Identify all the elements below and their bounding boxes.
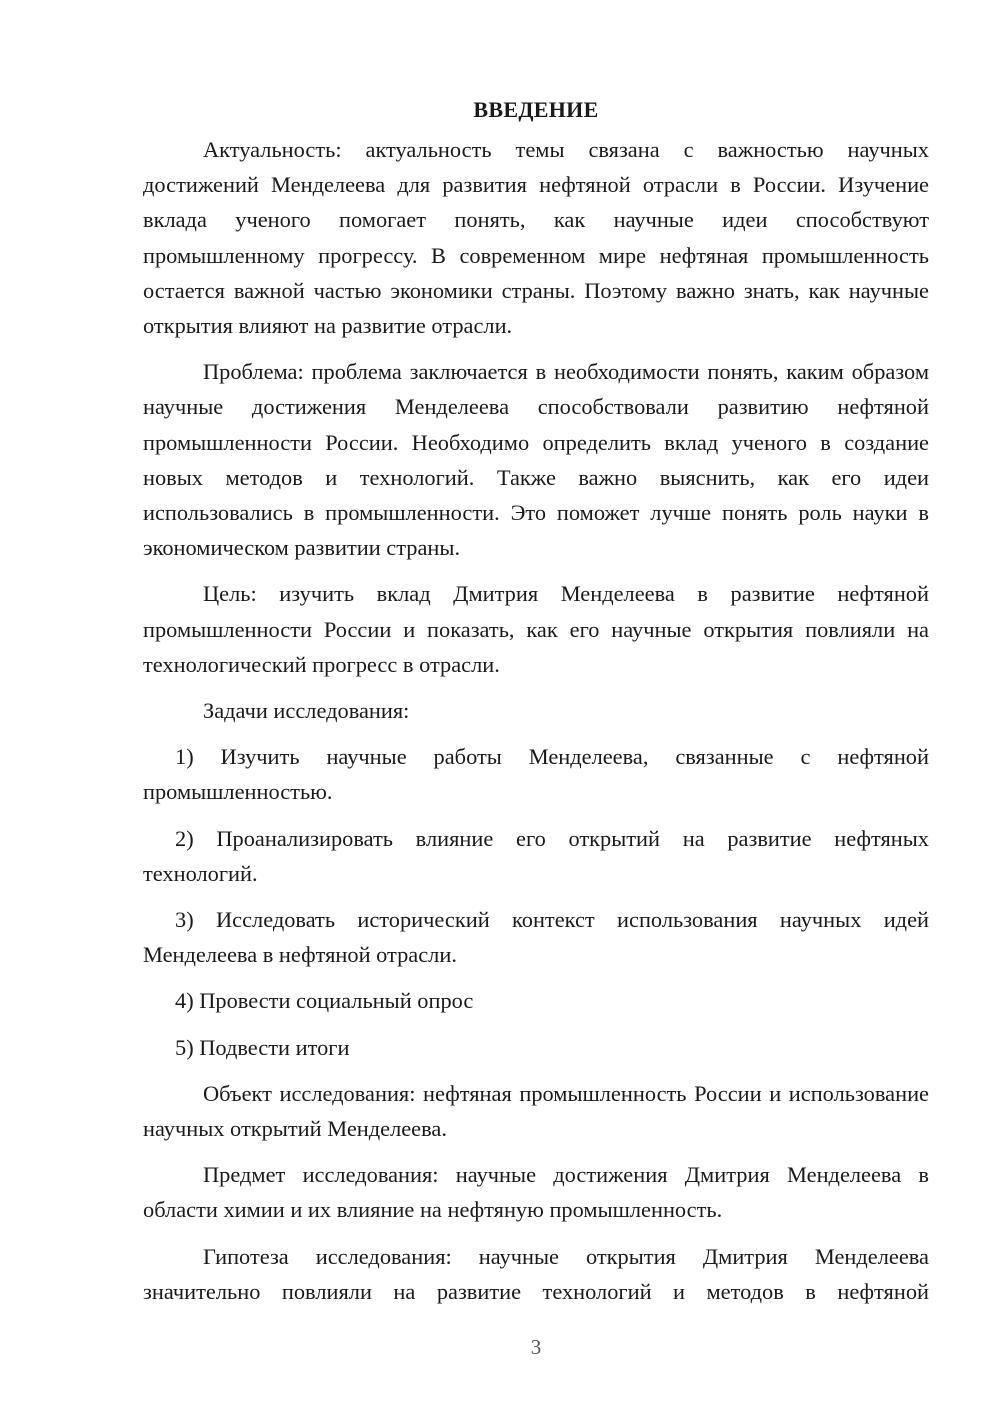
paragraph-tasks-heading: Задачи исследования: (203, 698, 410, 724)
paragraph-hypothesis: Гипотеза исследования: научные открытия Дмитрия Менделеева значительно повлияли на развитие технологий и методов в нефтяной (143, 1243, 929, 1304)
paragraph-object: Объект исследования: нефтяная промышленность России и использование научных открытий Менделеева. (143, 1080, 929, 1142)
paragraph-problem: Проблема: проблема заключается в необходимости понять, каким образом научные достижения Менделеева способствовали развитию нефтяной промышленности России. Необходимо определить вклад ученого в создание новых методов и технологий. Также важно выяснить, как его идеи использовались в промышленности. Это поможет лучше понять роль науки в экономическом развитии страны. (143, 359, 929, 561)
task-list-item: 1) Изучить научные работы Менделеева, связанные с нефтяной промышленностью. (143, 744, 929, 805)
task-list-item: 5) Подвести итоги (175, 1034, 350, 1060)
page-number: 3 (530, 1335, 542, 1359)
paragraph-subject: Предмет исследования: научные достижения Дмитрия Менделеева в области химии и их влияние на нефтяную промышленность. (143, 1162, 929, 1223)
section-title: ВВЕДЕНИЕ (473, 97, 599, 122)
task-list-item: 3) Исследовать исторический контекст использования научных идей Менделеева в нефтяной отрасли. (143, 907, 929, 968)
paragraph-goal: Цель: изучить вклад Дмитрия Менделеева в развитие нефтяной промышленности России и показать, как его научные открытия повлияли на технологический прогресс в отрасли. (143, 581, 929, 677)
task-list-item: 2) Проанализировать влияние его открытий на развитие нефтяных технологий. (143, 825, 929, 886)
document-page (143, 94, 929, 1320)
task-list-item: 4) Провести социальный опрос (175, 988, 474, 1014)
paragraph-relevance: Актуальность: актуальность темы связана с важностью научных достижений Менделеева для развития нефтяной отрасли в России. Изучение вклада ученого помогает понять, как научные идеи способствуют промышленному прогрессу. В современном мире нефтяная промышленность остается важной частью экономики страны. Поэтому важно знать, как научные открытия влияют на развитие отрасли. (143, 137, 929, 339)
